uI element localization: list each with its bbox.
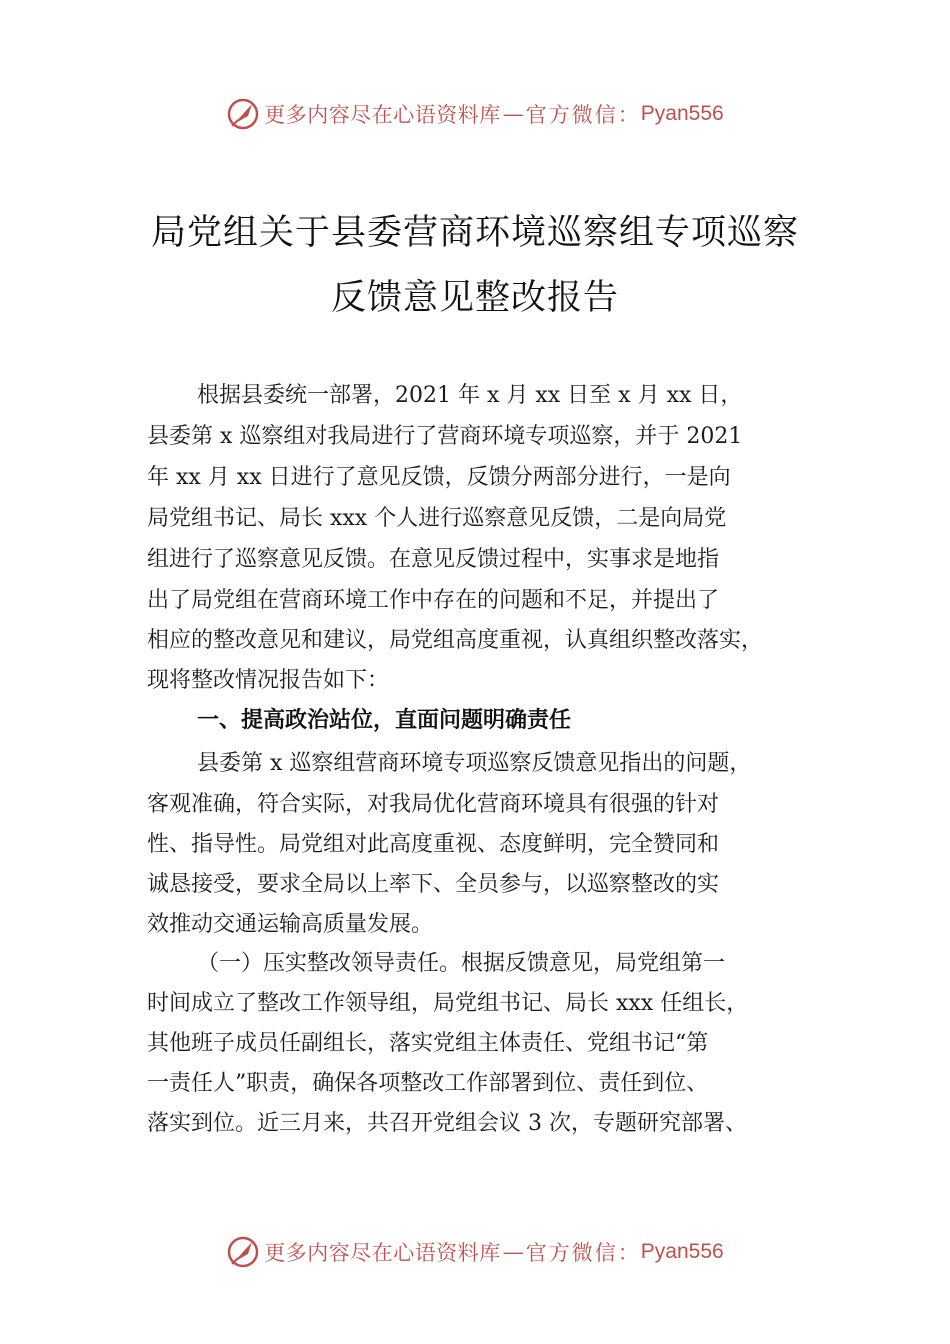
banner-text: 更多内容尽在心语资料库 bbox=[264, 103, 501, 127]
paragraph-line: 客观准确，符合实际，对我局优化营商环境具有很强的针对 bbox=[147, 792, 720, 817]
banner-label: 官方微信： bbox=[525, 1241, 641, 1265]
document-title-line-2: 反馈意见整改报告 bbox=[330, 278, 619, 318]
feather-pen-logo-icon bbox=[226, 97, 260, 131]
paragraph-line: （一）压实整改领导责任。根据反馈意见，局党组第一 bbox=[197, 951, 726, 976]
paragraph-line: 县委第 x 巡察组营商环境专项巡察反馈意见指出的问题， bbox=[197, 751, 752, 776]
paragraph-line: 其他班子成员任副组长，落实党组主体责任、党组书记“第 bbox=[147, 1031, 709, 1056]
banner-label: 官方微信： bbox=[525, 103, 641, 127]
paragraph-line: 一责任人”职责，确保各项整改工作部署到位、责任到位、 bbox=[147, 1071, 709, 1096]
banner-text: 更多内容尽在心语资料库 bbox=[264, 1241, 501, 1265]
paragraph-line: 年 xx 月 xx 日进行了意见反馈，反馈分两部分进行，一是向 bbox=[147, 465, 731, 490]
paragraph-line: 出了局党组在营商环境工作中存在的问题和不足，并提出了 bbox=[147, 588, 720, 613]
paragraph-line: 时间成立了整改工作领导组，局党组书记、局长 xxx 任组长， bbox=[147, 991, 749, 1016]
banner-dash: — bbox=[502, 102, 524, 126]
banner-wechat-id: Pyan556 bbox=[640, 1240, 724, 1263]
document-title-line-1: 局党组关于县委营商环境巡察组专项巡察 bbox=[150, 213, 799, 253]
paragraph-line: 性、指导性。局党组对此高度重视、态度鲜明，完全赞同和 bbox=[147, 832, 720, 857]
paragraph-line: 县委第 x 巡察组对我局进行了营商环境专项巡察，并于 2021 bbox=[147, 424, 743, 449]
banner-dash: — bbox=[502, 1240, 524, 1264]
header-watermark-banner bbox=[0, 92, 950, 136]
paragraph-line: 相应的整改意见和建议，局党组高度重视，认真组织整改落实， bbox=[147, 628, 764, 653]
paragraph-line: 落实到位。近三月来，共召开党组会议 3 次，专题研究部署、 bbox=[147, 1111, 747, 1136]
footer-watermark-banner bbox=[0, 1230, 950, 1274]
paragraph-line: 局党组书记、局长 xxx 个人进行巡察意见反馈，二是向局党 bbox=[147, 506, 727, 531]
section-heading-1: 一、提高政治站位，直面问题明确责任 bbox=[197, 708, 572, 733]
banner-wechat-id: Pyan556 bbox=[640, 102, 724, 125]
feather-pen-logo-icon bbox=[226, 1235, 260, 1269]
paragraph-line: 根据县委统一部署，2021 年 x 月 xx 日至 x 月 xx 日， bbox=[197, 383, 743, 408]
paragraph-line: 组进行了巡察意见反馈。在意见反馈过程中，实事求是地指 bbox=[147, 547, 720, 572]
paragraph-line: 诚恳接受，要求全局以上率下、全员参与，以巡察整改的实 bbox=[147, 872, 720, 897]
paragraph-line: 效推动交通运输高质量发展。 bbox=[147, 912, 434, 937]
paragraph-line: 现将整改情况报告如下： bbox=[147, 668, 390, 693]
